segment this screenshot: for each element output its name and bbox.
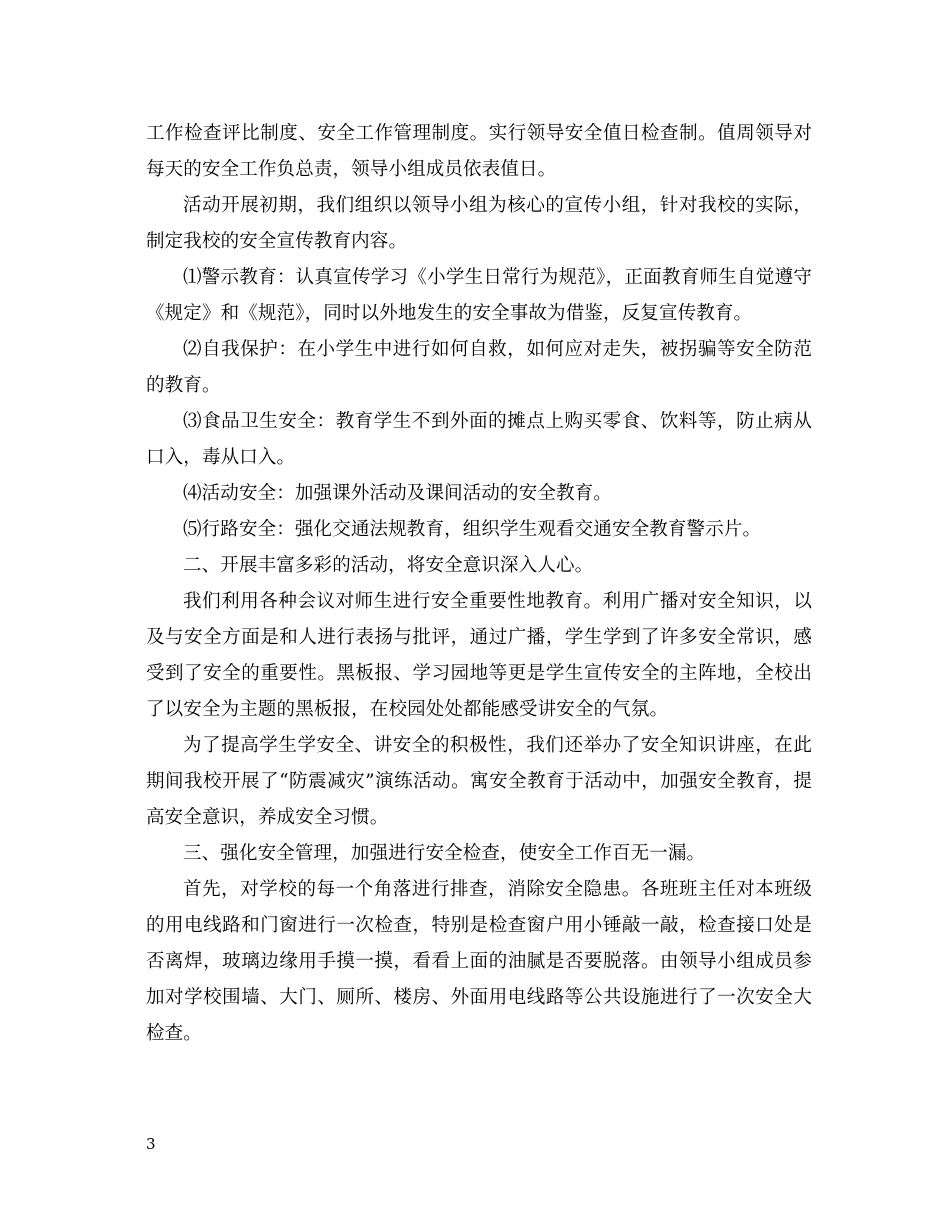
section-heading: 三、强化安全管理，加强进行安全检查，使安全工作百无一漏。 [183, 843, 706, 864]
paragraph: 工作检查评比制度、安全工作管理制度。实行领导安全值日检查制。值周领导对每天的安全工作负总责，领导小组成员依表值日。 [146, 123, 812, 180]
paragraph: ⑴警示教育：认真宣传学习《小学生日常行为规范》，正面教育师生自觉遵守《规定》和《规范》，同时以外地发生的安全事故为借鉴，反复宣传教育。 [146, 267, 812, 324]
paragraph: 为了提高学生学安全、讲安全的积极性，我们还举办了安全知识讲座，在此期间我校开展了“防震减灾”演练活动。寓安全教育于活动中，加强安全教育，提高安全意识，养成安全习惯。 [146, 735, 812, 828]
paragraph: ⑶食品卫生安全：教育学生不到外面的摊点上购买零食、饮料等，防止病从口入，毒从口入。 [146, 411, 812, 468]
paragraph: ⑷活动安全：加强课外活动及课间活动的安全教育。 [183, 483, 612, 504]
paragraph: ⑸行路安全：强化交通法规教育，组织学生观看交通安全教育警示片。 [183, 519, 762, 540]
page-number: 3 [146, 1135, 156, 1153]
section-heading: 二、开展丰富多彩的活动，将安全意识深入人心。 [183, 555, 594, 576]
paragraph: 首先，对学校的每一个角落进行排查，消除安全隐患。各班班主任对本班级的用电线路和门窗进行一次检查，特别是检查窗户用小锤敲一敲，检查接口处是否离焊，玻璃边缘用手摸一摸，看看上面的油腻是否要脱落。由领导小组成员参加对学校围墙、大门、厕所、楼房、外面用电线路等公共设施进行了一次安全大检查。 [146, 879, 812, 1044]
paragraph: 我们利用各种会议对师生进行安全重要性地教育。利用广播对安全知识，以及与安全方面是和人进行表扬与批评，通过广播，学生学到了许多安全常识，感受到了安全的重要性。黑板报、学习园地等更是学生宣传安全的主阵地，全校出了以安全为主题的黑板报，在校园处处都能感受讲安全的气氛。 [146, 591, 812, 720]
document-body [146, 116, 812, 1052]
paragraph: ⑵自我保护：在小学生中进行如何自救，如何应对走失，被拐骗等安全防范的教育。 [146, 339, 812, 396]
paragraph: 活动开展初期，我们组织以领导小组为核心的宣传小组，针对我校的实际，制定我校的安全宣传教育内容。 [146, 195, 812, 252]
